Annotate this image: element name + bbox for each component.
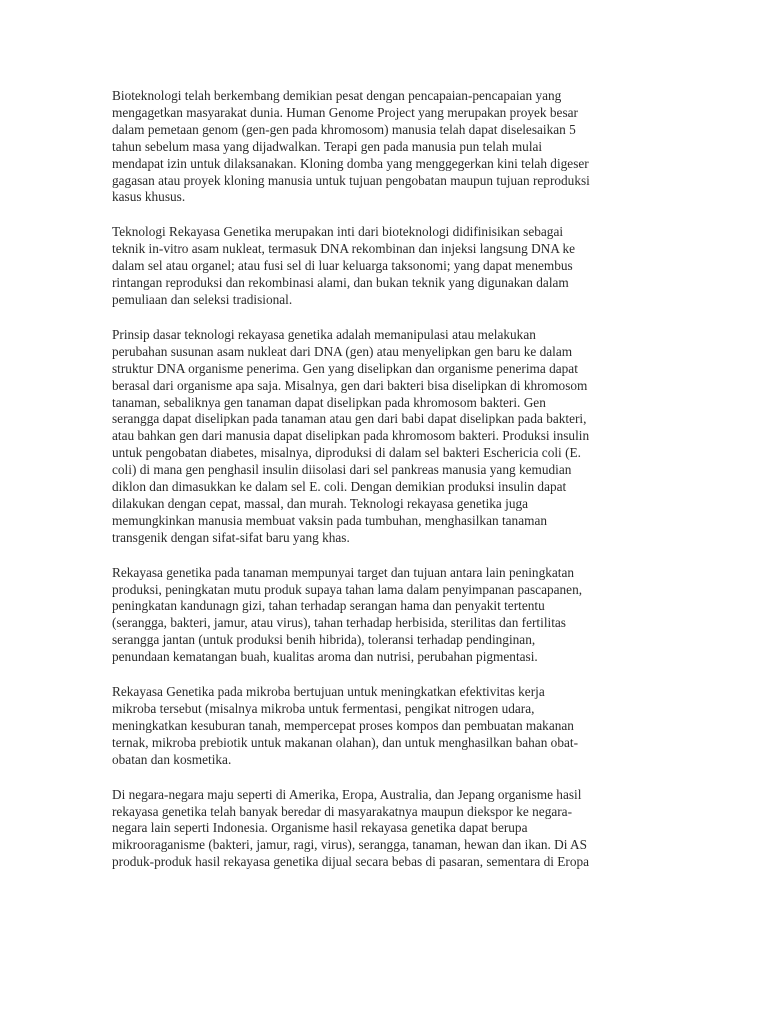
text-line: obatan dan kosmetika. (112, 751, 232, 767)
document-body (112, 88, 660, 889)
text-line: Rekayasa genetika pada tanaman mempunyai target dan tujuan antara lain peningkatan (112, 564, 575, 580)
paragraph-5 (112, 684, 660, 769)
text-line: Teknologi Rekayasa Genetika merupakan inti dari bioteknologi didifinisikan sebagai (112, 224, 564, 240)
text-line: tanaman, sebaliknya gen tanaman dapat diselipkan pada khromosom bakteri. Gen (112, 394, 546, 410)
text-line: dilakukan dengan cepat, massal, dan murah. Teknologi rekayasa genetika juga (112, 495, 529, 511)
text-line: (serangga, bakteri, jamur, atau virus), tahan terhadap herbisida, sterilitas dan fertilitas (112, 615, 566, 631)
text-line: coli) di mana gen penghasil insulin diisolasi dari sel pankreas manusia yang kemudian (112, 462, 572, 478)
text-line: rintangan reproduksi dan rekombinasi alami, dan bukan teknik yang digunakan dalam (112, 275, 569, 291)
paragraph-1 (112, 88, 660, 206)
text-line: memungkinkan manusia membuat vaksin pada tumbuhan, menghasilkan tanaman (112, 512, 547, 528)
text-line: Prinsip dasar teknologi rekayasa genetika adalah memanipulasi atau melakukan (112, 326, 536, 342)
text-line: transgenik dengan sifat-sifat baru yang khas. (112, 529, 350, 545)
text-line: diklon dan dimasukkan ke dalam sel E. coli. Dengan demikian produksi insulin dapat (112, 479, 567, 495)
text-line: peningkatan kandunagn gizi, tahan terhadap serangan hama dan penyakit tertentu (112, 598, 545, 614)
text-line: meningkatkan kesuburan tanah, mempercepat proses kompos dan pembuatan makanan (112, 717, 574, 733)
text-line: mendapat izin untuk dilaksanakan. Kloning domba yang menggegerkan kini telah digeser (112, 155, 589, 171)
text-line: negara lain seperti Indonesia. Organisme hasil rekayasa genetika dapat berupa (112, 820, 528, 836)
text-line: berasal dari organisme apa saja. Misalnya, gen dari bakteri bisa diselipkan di khromosom (112, 377, 588, 393)
text-line: rekayasa genetika telah banyak beredar di masyarakatnya maupun diekspor ke negara- (112, 803, 573, 819)
text-line: produksi, peningkatan mutu produk supaya tahan lama dalam penyimpanan pascapanen, (112, 581, 583, 597)
text-line: ternak, mikroba prebiotik untuk makanan olahan), dan untuk menghasilkan bahan obat- (112, 734, 578, 750)
text-line: teknik in-vitro asam nukleat, termasuk DNA rekombinan dan injeksi langsung DNA ke (112, 241, 576, 257)
text-line: struktur DNA organisme penerima. Gen yang diselipkan dan organisme penerima dapat (112, 360, 578, 376)
text-line: untuk pengobatan diabetes, misalnya, diproduksi di dalam sel bakteri Eschericia coli (E. (112, 445, 581, 461)
text-line: pemuliaan dan seleksi tradisional. (112, 291, 293, 307)
paragraph-6 (112, 787, 660, 872)
text-line: tahun sebelum masa yang dijadwalkan. Terapi gen pada manusia pun telah mulai (112, 138, 543, 154)
text-line: dalam sel atau organel; atau fusi sel di luar keluarga taksonomi; yang dapat menembus (112, 258, 573, 274)
text-line: dalam pemetaan genom (gen-gen pada khromosom) manusia telah dapat diselesaikan 5 (112, 121, 576, 137)
text-line: atau bahkan gen dari manusia dapat diselipkan pada khromosom bakteri. Produksi insulin (112, 428, 590, 444)
text-line: mikrooraganisme (bakteri, jamur, ragi, virus), serangga, tanaman, hewan dan ikan. Di AS (112, 837, 588, 853)
text-line: Rekayasa Genetika pada mikroba bertujuan untuk meningkatkan efektivitas kerja (112, 684, 545, 700)
text-line: Di negara-negara maju seperti di Amerika, Eropa, Australia, dan Jepang organisme hasil (112, 786, 582, 802)
text-line: mengagetkan masyarakat dunia. Human Genome Project yang merupakan proyek besar (112, 104, 578, 120)
text-line: serangga dapat diselipkan pada tanaman atau gen dari babi dapat diselipkan pada bakteri, (112, 411, 587, 427)
text-line: penundaan kematangan buah, kualitas aroma dan nutrisi, perubahan pigmentasi. (112, 649, 538, 665)
paragraph-3 (112, 327, 660, 547)
paragraph-4 (112, 565, 660, 666)
paragraph-2 (112, 224, 660, 309)
text-line: gagasan atau proyek kloning manusia untuk tujuan pengobatan maupun tujuan reproduksi (112, 172, 590, 188)
text-line: Bioteknologi telah berkembang demikian pesat dengan pencapaian-pencapaian yang (112, 88, 562, 103)
text-line: mikroba tersebut (misalnya mikroba untuk fermentasi, pengikat nitrogen udara, (112, 701, 535, 716)
text-line: perubahan susunan asam nukleat dari DNA (gen) atau menyelipkan gen baru ke dalam (112, 343, 573, 359)
text-line: kasus khusus. (112, 189, 186, 205)
text-line: serangga jantan (untuk produksi benih hibrida), toleransi terhadap pendinginan, (112, 632, 536, 648)
text-line: produk-produk hasil rekayasa genetika dijual secara bebas di pasaran, sementara di Eropa (112, 854, 590, 870)
